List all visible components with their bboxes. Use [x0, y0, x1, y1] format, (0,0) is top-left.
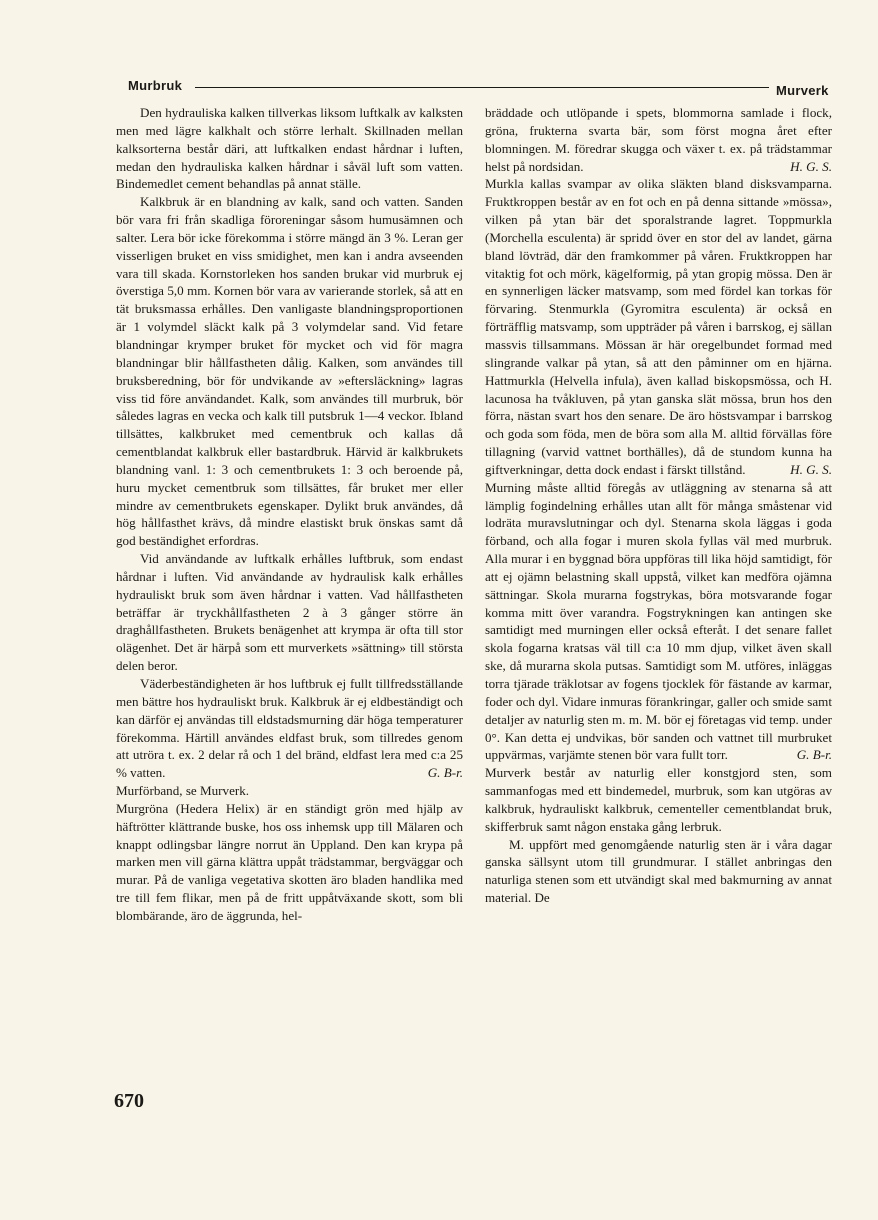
right-column [485, 104, 832, 907]
running-header-left: Murbruk [128, 78, 183, 93]
paragraph: Väderbeständigheten är hos luftbruk ej fullt tillfredsställande men bättre hos hydrauliskt bruk. Kalkbruk är ej eldbeständigt och kan därför ej användas till eldstadsmurning där höga temperaturer förekomma. Härtill användes eldfast bruk, som tillredes genom att utröra t. ex. 2 delar rå och 1 del bränd, eldfast lera med c:a 25 % vatten. G. B-r. [116, 676, 463, 781]
author-signature: G. B-r. [796, 747, 832, 763]
entry-paragraph: Murförband, se Murverk. [116, 783, 250, 799]
page-number: 670 [114, 1090, 144, 1112]
paragraph: M. uppfört med genomgående naturlig sten är i våra dagar ganska sällsynt utom till grundmurar. I stället anbringas den naturliga stenen som ett utvändigt skal med bakmurning av annat material. De [485, 836, 832, 906]
paragraph: Vid användande av luftkalk erhålles luftbruk, som endast hårdnar i luften. Vid användande av hydraulisk kalk erhålles hydrauliskt bruk som även hårdnar i vatten. Vad hållfastheten beträffar är tryckhållfastheten 2 à 3 gånger större än draghållfastheten. Brukets benägenhet att krympa är ofta till stor olägenhet. Det är härpå som ett murverkets »sättning» till största delen beror. [116, 551, 463, 674]
entry-paragraph: Murning måste alltid föregås av utläggning av stenarna så att lämplig fogindelning erhålles utan allt för många småstenar vid lodräta muravslutningar och dyl. Stenarna skola läggas i goda förband, och alla fogar i muren skola fyllas väl med murbruk. Alla murar i en byggnad böra uppföras till lika höjd samtidigt, för att ej ojämn belastning skall uppstå, vilket kan medföra ojämna sättningar. Skola murarna fogstrykas, böra motsvarande fogar komma mitt över varandra. Fogstrykningen kan antingen ske samtidigt med murningen eller också efteråt. I det senare fallet skola fogarna kratsas väl till c:a 10 mm djup, vilket även skall ske, då murarna skola putsas. Samtidigt som M. utföres, inläggas torra tjärade träklotsar av fogens tjocklek för fästande av karmar, foder och dyl. Vidare inmuras förankringar, galler och smide samt detaljer av naturlig sten m. m. M. bör ej företagas vid temp. under 0°. Kan detta ej undvikas, bör sanden och vattnet till murbruket uppvärmas, varjämte stenen bör vara fullt torr. G. B-r. [485, 479, 832, 763]
paragraph: Den hydrauliska kalken tillverkas liksom luftkalk av kalksten men med lägre kalkhalt och större lerhalt. Skillnaden mellan kalksorterna består däri, att luftkalken endast hårdnar i luften, medan den hydrauliska kalken hårdnar i såväl luft som vatten. Bindemedlet cement behandlas på annat ställe. [116, 105, 463, 192]
paragraph: Kalkbruk är en blandning av kalk, sand och vatten. Sanden bör vara fri från skadliga föroreningar såsom humusämnen och salter. Lera bör icke förekomma i större mängd än 3 %. Leran ger visserligen bruket en viss smidighet, men kan i andra avseenden vara till skada. Kornstorleken hos sanden brukar vid murbruk ej överstiga 5,0 mm. Kornen bör vara av varierande storlek, så att en tät bruksmassa erhålles. Den vanligaste blandningsproportionen är 1 volymdel släckt kalk på 3 volymdelar sand. Vid fetare blandningar krymper bruket för mycket och vid för magra blandningar blir hållfastheten dålig. Kalken, som användes till bruksberedning, bör för undvikande av »eftersläckning» lagras viss tid före användandet. Kalk, som användes till murbruk, bör således lagras en vecka och kalk till putsbruk 1—4 veckor. Ibland tillsättes, kalkbruket med cementbruk och kallas då cementblandat kalkbruk eller bastardbruk. Härvid är kalkbrukets blandning vanl. 1: 3 och cementbrukets 1: 3 och beroende på, huru mycket cementbruk som tillsättes, får bruket mer eller mindre av cementbrukets egenskaper. Dylikt bruk användes, då hög hållfasthet krävs, då mindre elastiskt bruk önskas samt då god beständighet erfordras. [116, 194, 463, 549]
running-header-right: Murverk [776, 83, 829, 98]
author-signature: H. G. S. [790, 461, 832, 477]
entry-paragraph: Murkla kallas svampar av olika släkten bland disksvamparna. Fruktkroppen består av en fot och en på denna sittande »mössa», vilken på ytan bär det sporalstrande lagret. Toppmurkla (Morchella esculenta) är spridd över en stor del av landet, gärna bland lövträd, där den framkommer på våren. Fruktkroppen har vitaktig fot och mörk, kägelformig, på ytan gropig mössa. Den är en synnerligen läcker matsvamp, som med fördel kan torkas för förvaring. Stenmurkla (Gyromitra esculenta) är också en förträfflig matsvamp, som uppträder på våren i barrskog, ej sällan massvis tillsammans. Mössan är här oregelbundet formad med slingrande valkar på ytan, så att den påminner om en hjärna. Hattmurkla (Helvella infula), även kallad biskopsmössa, och H. lacunosa ha tvåkluven, på ytan ganska slät mössa, brun hos den förra, nästan svart hos den senare. De äro höstsvampar i barrskog och goda som föda, men de böra som alla M. alltid förvällas före tillagning (varvid vattnet borthälles), då de stundom kunna ha giftverkningar, detta dock endast i färskt tillstånd. H. G. S. [485, 176, 832, 477]
left-column [116, 104, 463, 925]
entry-paragraph: Murverk består av naturlig eller konstgjord sten, som sammanfogas med ett bindemedel, murbruk, som kan utgöras av kalkbruk, hydrauliskt kalkbruk, cementeller cementblandat bruk, skifferbruk samt någon enstaka gång lerbruk. [485, 765, 832, 834]
author-signature: G. B-r. [427, 765, 463, 781]
header-rule [195, 87, 769, 88]
paragraph: bräddade och utlöpande i spets, blommorna samlade i flock, gröna, frukterna svarta bär, som först mogna året efter blomningen. M. föredrar skugga och växer t. ex. på trädstammar helst på nordsidan. H. G. S. [485, 105, 832, 174]
entry-paragraph: Murgröna (Hedera Helix) är en ständigt grön med hjälp av häftrötter klättrande buske, hos oss inhemsk upp till Mälaren och knappt odlingsbar längre norrut än Uppland. Den kan krypa på marken men vill gärna klättra uppåt trädstammar, bergväggar och murar. På de vanliga vegetativa skotten äro bladen handlika med tre till fem flikar, men på de fritt uppåtväxande skott, som bli blombärande, äro de äggrunda, hel- [116, 800, 463, 923]
author-signature: H. G. S. [790, 158, 832, 174]
